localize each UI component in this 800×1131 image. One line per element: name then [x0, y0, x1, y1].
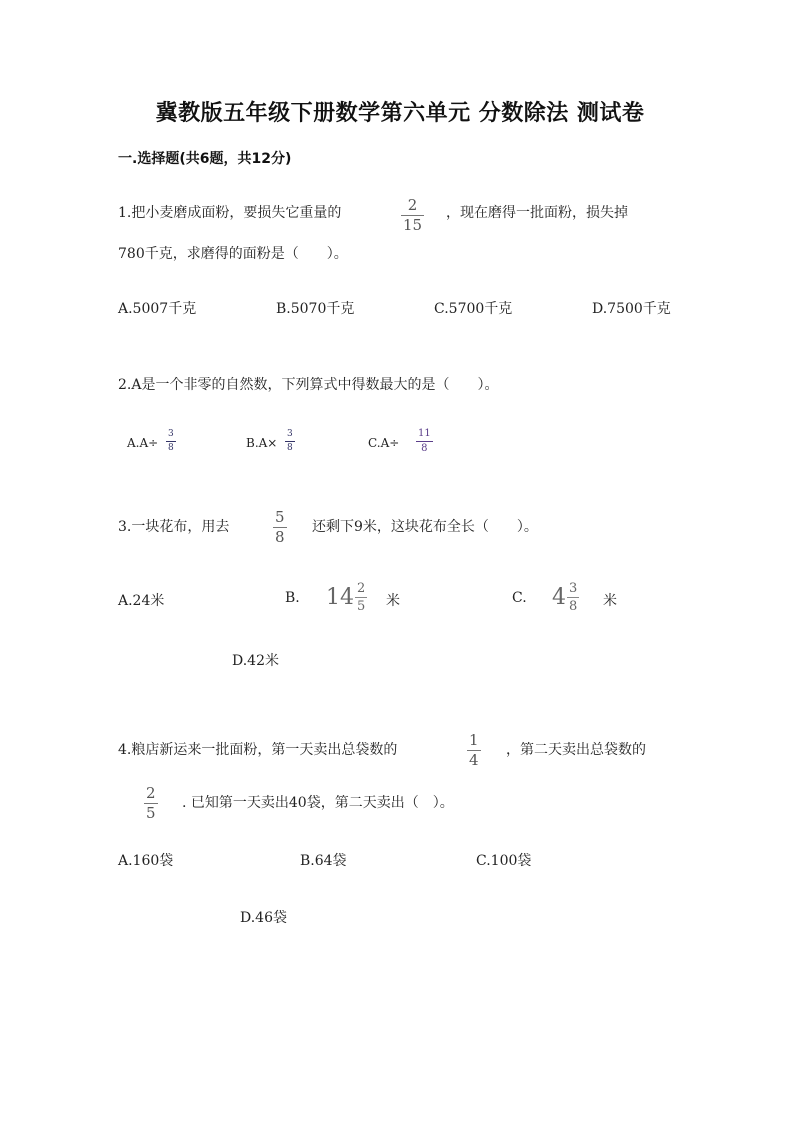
q2-option-b-numerator: 3 — [287, 429, 293, 439]
q3-fraction-denominator: 8 — [275, 528, 285, 546]
q3-option-c-whole: 4 — [552, 585, 566, 610]
q3-option-c-denominator: 8 — [569, 599, 578, 614]
q2-option-b-fraction — [285, 430, 295, 453]
q3-option-b-prefix: B. — [285, 590, 300, 606]
q3-option-d: D.42米 — [232, 653, 279, 669]
q3-fraction-numerator: 5 — [275, 508, 285, 526]
q4-fraction-2-numerator: 2 — [146, 784, 156, 802]
q4-fraction-1-numerator: 1 — [469, 731, 479, 749]
q1-fraction — [401, 198, 424, 233]
q1-fraction-numerator: 2 — [407, 196, 418, 214]
q2-option-c-denominator: 8 — [421, 443, 428, 454]
q1-option-c: C.5700千克 — [434, 301, 513, 317]
q4-fraction-2-denominator: 5 — [146, 804, 156, 822]
q4-fraction-first-day — [467, 733, 481, 768]
q3-option-c-unit: 米 — [603, 593, 617, 609]
q3-text-a: 3.一块花布，用去 — [118, 519, 230, 535]
q1-option-a: A.5007千克 — [118, 301, 197, 317]
q3-option-b-denominator: 5 — [357, 599, 366, 614]
q2-option-a-prefix: A.A÷ — [127, 436, 159, 450]
q2-option-b-prefix: B.A× — [246, 436, 278, 450]
q1-text-c: 780千克，求磨得的面粉是（ ）。 — [118, 246, 348, 262]
q4-fraction-second-day — [144, 786, 158, 821]
q3-option-b-numerator: 2 — [357, 581, 366, 596]
q3-option-c-numerator: 3 — [569, 581, 578, 596]
q3-option-c-mixed-number — [552, 582, 579, 613]
q4-text-a: 4.粮店新运来一批面粉，第一天卖出总袋数的 — [118, 742, 398, 758]
q2-text: 2.A是一个非零的自然数，下列算式中得数最大的是（ ）。 — [118, 377, 499, 393]
q3-option-b-whole: 14 — [326, 585, 354, 610]
q4-option-c: C.100袋 — [476, 853, 532, 869]
q3-fraction — [273, 510, 287, 545]
q3-option-b-fraction — [355, 582, 367, 613]
q2-option-a-fraction — [166, 430, 176, 453]
q2-option-b-denominator: 8 — [287, 443, 293, 453]
q1-option-b: B.5070千克 — [276, 301, 355, 317]
q4-text-b: ，第二天卖出总袋数的 — [506, 742, 646, 758]
q3-text-b: 还剩下9米，这块花布全长（ ）。 — [312, 519, 538, 535]
q2-option-c-fraction — [416, 429, 433, 454]
page-title: 冀教版五年级下册数学第六单元 分数除法 测试卷 — [155, 101, 645, 126]
q3-option-b-unit: 米 — [386, 593, 400, 609]
q2-option-c-prefix: C.A÷ — [368, 436, 400, 450]
q4-option-b: B.64袋 — [300, 853, 347, 869]
q3-option-a: A.24米 — [118, 593, 165, 609]
q4-fraction-1-denominator: 4 — [469, 751, 479, 769]
q1-option-d: D.7500千克 — [592, 301, 671, 317]
q3-option-c-prefix: C. — [512, 590, 527, 606]
q2-option-a-numerator: 3 — [168, 429, 174, 439]
q4-option-a: A.160袋 — [118, 853, 174, 869]
q1-fraction-denominator: 15 — [403, 216, 423, 234]
q2-option-a-denominator: 8 — [168, 443, 174, 453]
section-heading: 一.选择题(共6题，共12分) — [118, 151, 292, 167]
q3-option-c-fraction — [567, 582, 579, 613]
q4-option-d: D.46袋 — [240, 910, 287, 926]
q3-option-b-mixed-number — [326, 582, 367, 613]
q1-text-a: 1.把小麦磨成面粉，要损失它重量的 — [118, 205, 342, 221]
q4-text-c: . 已知第一天卖出40袋，第二天卖出（ ）。 — [182, 795, 454, 811]
q1-text-b: ，现在磨得一批面粉，损失掉 — [446, 205, 628, 221]
q2-option-c-numerator: 11 — [418, 428, 431, 439]
